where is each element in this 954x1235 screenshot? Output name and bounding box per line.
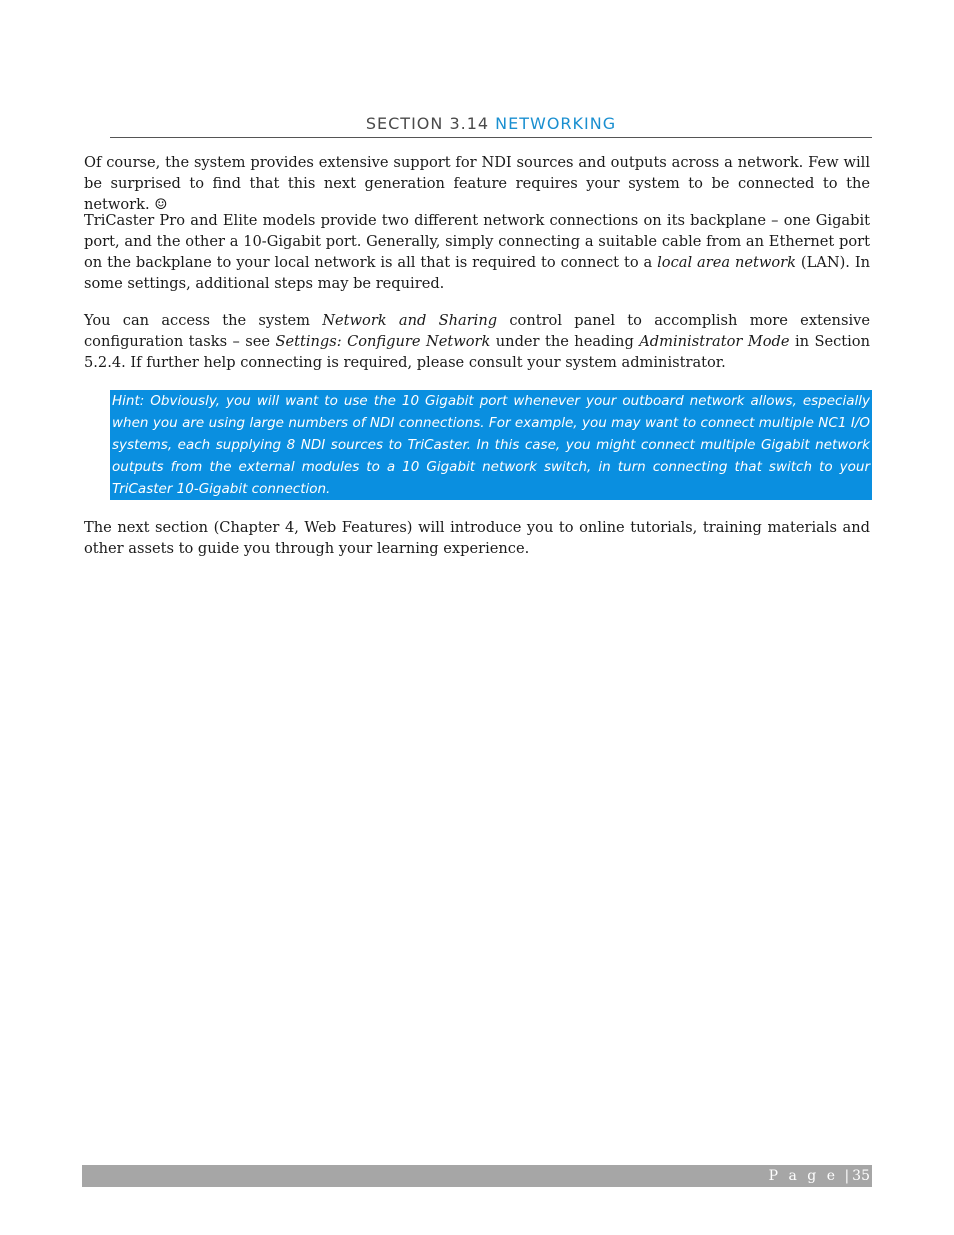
paragraph-text: Of course, the system provides extensive support for NDI sources and outputs across a network. Few will be surprised to find that this next generation feature requires your system to be connected to the network. ☺ [84,154,870,213]
paragraph-text-part2: control panel to accomplish more extensive configuration tasks – see [84,312,870,350]
page-number-label [0,1165,870,1187]
page-separator: | [844,1168,850,1184]
paragraph-network-sharing [84,310,870,373]
hint-text: Hint: Obviously, you will want to use the 10 Gigabit port whenever your outboard network allows, especially when you are using large numbers of NDI connections. For example, you may want to connect multiple NC1 I/O systems, each supplying 8 NDI sources to TriCaster. In this case, you might connect multiple Gigabit network outputs from the external modules to a 10 Gigabit network switch, in turn connecting that switch to your TriCaster 10-Gigabit connection. [112,393,870,497]
emphasis-network-sharing: Network and Sharing [322,312,498,329]
paragraph-text-part1: You can access the system [84,312,323,329]
section-heading [110,113,872,135]
heading-divider [110,137,872,138]
section-title: NETWORKING [495,114,617,133]
page-word: P a g e [768,1168,838,1184]
paragraph-text-part3: under the heading [490,333,640,350]
paragraph-text-part4: in Section 5.2.4. If further help connecting is required, please consult your system administrator. [84,333,870,371]
page-number: 35 [852,1168,870,1184]
paragraph-ndi-support [84,152,870,215]
emphasis-administrator-mode: Administrator Mode [639,333,790,350]
emphasis-configure-network: Settings: Configure Network [275,333,491,350]
paragraph-network-connections [84,210,870,294]
paragraph-text: The next section (Chapter 4, Web Features) will introduce you to online tutorials, training materials and other assets to guide you through your learning experience. [84,519,870,557]
paragraph-text-after: (LAN). In some settings, additional steps may be required. [84,254,870,292]
section-number: SECTION 3.14 [365,114,496,133]
paragraph-next-section [84,517,870,559]
paragraph-text-before: TriCaster Pro and Elite models provide two different network connections on its backplane – one Gigabit port, and the other a 10-Gigabit port. Generally, simply connecting a suitable cable from an Ethernet port on the backplane to your local network is all that is required to connect to a [84,212,870,271]
emphasis-lan: local area network [657,254,796,271]
hint-box [110,390,872,500]
